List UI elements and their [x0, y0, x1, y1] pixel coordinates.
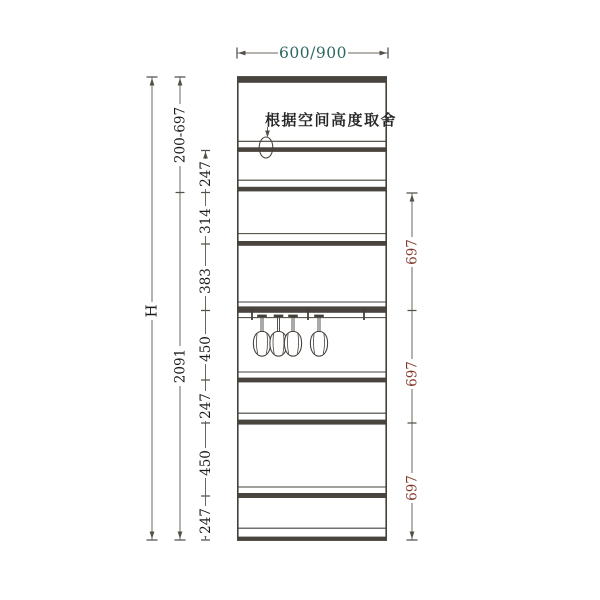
- dim-label-right-3: 697: [404, 475, 421, 501]
- dim-label-chain-2: 314: [198, 208, 214, 234]
- wine-glass: [284, 316, 301, 356]
- dim-label-chain-3: 383: [198, 268, 214, 294]
- dim-label-top-width: 600/900: [279, 44, 347, 62]
- cabinet-top-panel: [237, 76, 387, 83]
- dim-label-chain-7: 247: [198, 508, 214, 534]
- wine-glass: [310, 316, 327, 356]
- stemware-rail: [238, 302, 386, 320]
- shelf-5: [238, 413, 386, 424]
- callout-text: 根据空间高度取舍: [264, 111, 398, 129]
- dim-label-upper-range: 200-697: [172, 106, 189, 164]
- dim-label-chain-6: 450: [198, 450, 214, 476]
- shelf-6: [238, 487, 386, 498]
- dim-label-right-1: 697: [404, 239, 421, 265]
- wine-glass: [253, 316, 270, 356]
- dim-label-right-2: 697: [404, 361, 421, 387]
- dim-left-overall: [143, 77, 161, 540]
- shelf-3: [238, 234, 386, 246]
- dim-label-chain-5: 247: [198, 393, 214, 419]
- callout-arrowhead-icon: [265, 131, 270, 138]
- dim-right: [405, 193, 421, 540]
- dim-label-chain-1: 247: [198, 161, 214, 187]
- shelf-4: [238, 372, 386, 382]
- dim-top-width: [237, 44, 388, 62]
- dim-label-chain-4: 450: [198, 336, 214, 362]
- hanging-wine-glasses: [253, 316, 327, 356]
- dim-left-outer: [173, 77, 189, 540]
- dim-label-lower-total: 2091: [172, 348, 189, 384]
- dim-label-overall-height: H: [142, 304, 161, 318]
- shelf-2: [238, 180, 386, 191]
- dim-left-chain: [198, 151, 214, 541]
- base-plinth: [237, 528, 387, 541]
- wine-glass: [270, 316, 287, 356]
